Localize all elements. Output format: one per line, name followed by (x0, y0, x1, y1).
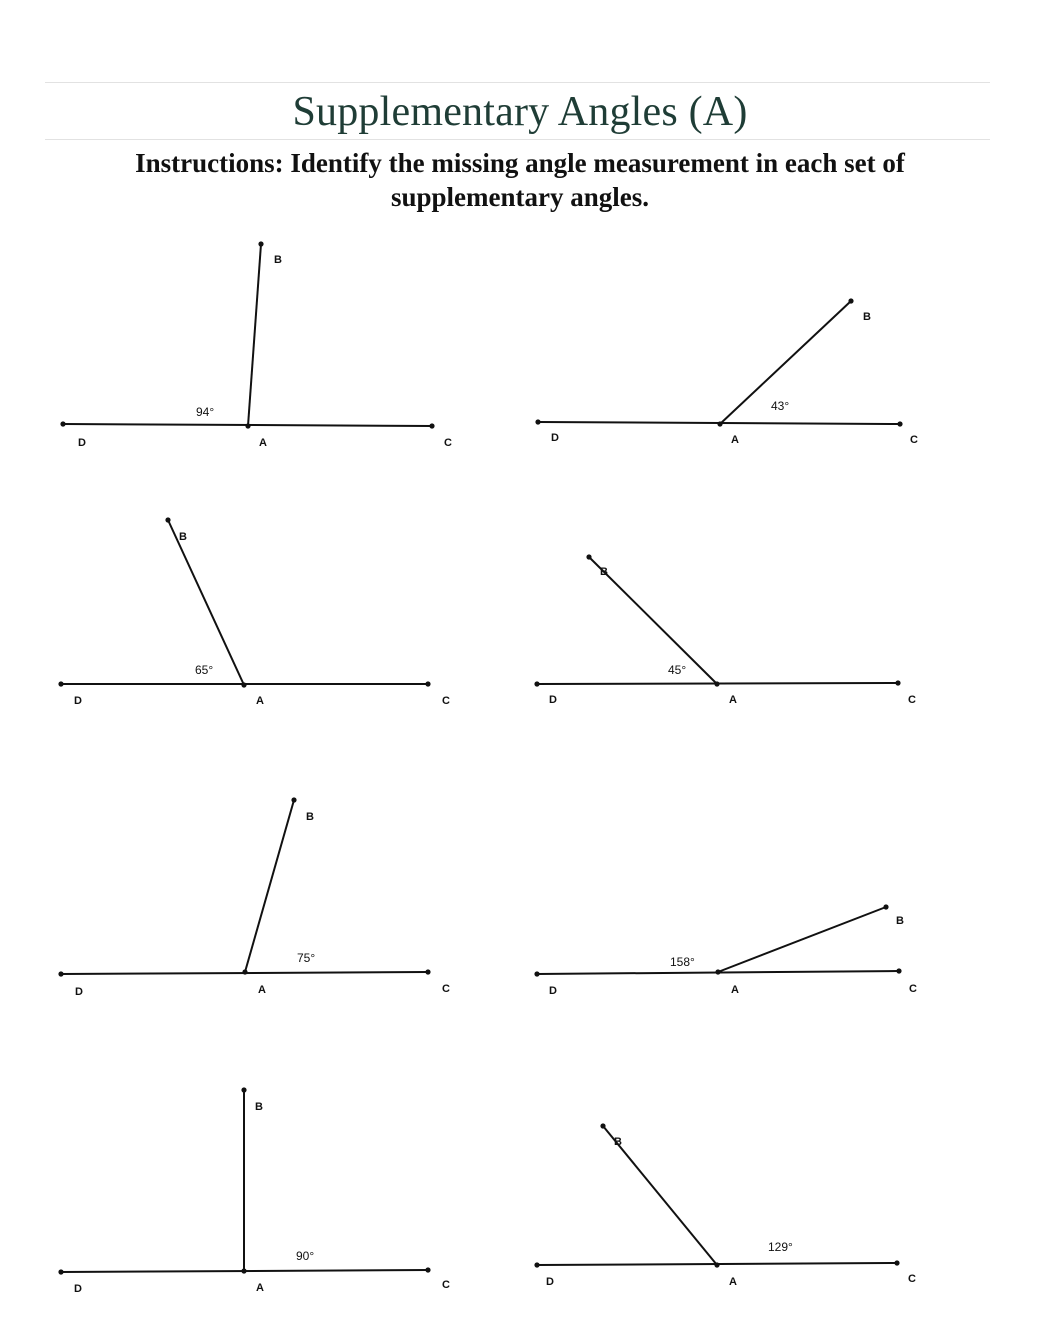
point-d-5 (58, 971, 63, 976)
label-b-6: B (896, 915, 904, 927)
label-b-7: B (255, 1101, 263, 1113)
angle-measure-4: 45° (668, 663, 687, 677)
ray-ab-3 (168, 520, 244, 685)
angle-measure-1: 94° (196, 405, 215, 419)
label-c-3: C (442, 695, 450, 707)
point-b-1 (258, 241, 263, 246)
point-d-4 (534, 681, 539, 686)
point-a-8 (714, 1262, 719, 1267)
point-b-2 (848, 298, 853, 303)
point-d-7 (58, 1269, 63, 1274)
point-a-6 (715, 969, 720, 974)
angle-measure-6: 158° (670, 955, 695, 969)
point-c-1 (429, 423, 434, 428)
ray-ab-5 (245, 800, 294, 972)
point-b-5 (291, 797, 296, 802)
label-d-3: D (74, 695, 82, 707)
label-c-8: C (908, 1273, 916, 1285)
point-d-2 (535, 419, 540, 424)
instructions-text: Instructions: Identify the missing angle measurement in each set of supplementary angles. (135, 148, 905, 212)
angle-measure-2: 43° (771, 399, 790, 413)
point-a-5 (242, 969, 247, 974)
label-d-4: D (549, 694, 557, 706)
label-d-7: D (74, 1283, 82, 1295)
point-a-7 (241, 1268, 246, 1273)
label-d-8: D (546, 1276, 554, 1288)
point-c-2 (897, 421, 902, 426)
label-d-1: D (78, 437, 86, 449)
label-a-8: A (729, 1276, 737, 1288)
label-c-1: C (444, 437, 452, 449)
label-a-6: A (731, 984, 739, 996)
point-d-8 (534, 1262, 539, 1267)
point-d-1 (60, 421, 65, 426)
label-b-1: B (274, 254, 282, 266)
label-c-4: C (908, 694, 916, 706)
point-c-4 (895, 680, 900, 685)
point-b-4 (586, 554, 591, 559)
point-c-3 (425, 681, 430, 686)
ray-ab-6 (718, 907, 886, 972)
point-b-3 (165, 517, 170, 522)
point-d-3 (58, 681, 63, 686)
label-b-4: B (600, 566, 608, 578)
point-d-6 (534, 971, 539, 976)
point-b-8 (600, 1123, 605, 1128)
label-b-8: B (614, 1136, 622, 1148)
label-d-5: D (75, 986, 83, 998)
point-c-8 (894, 1260, 899, 1265)
angle-measure-5: 75° (297, 951, 316, 965)
label-d-6: D (549, 985, 557, 997)
point-a-2 (717, 421, 722, 426)
ray-ab-4 (589, 557, 717, 684)
label-d-2: D (551, 432, 559, 444)
label-a-1: A (259, 437, 267, 449)
page-title: Supplementary Angles (A) (292, 89, 748, 135)
label-c-2: C (910, 434, 918, 446)
label-a-3: A (256, 695, 264, 707)
ray-ab-1 (248, 244, 261, 426)
point-c-7 (425, 1267, 430, 1272)
angle-measure-7: 90° (296, 1249, 315, 1263)
point-b-7 (241, 1087, 246, 1092)
angle-measure-8: 129° (768, 1240, 793, 1254)
angle-measure-3: 65° (195, 663, 214, 677)
point-c-6 (896, 968, 901, 973)
label-a-7: A (256, 1282, 264, 1294)
point-b-6 (883, 904, 888, 909)
label-a-2: A (731, 434, 739, 446)
label-c-7: C (442, 1279, 450, 1291)
point-c-5 (425, 969, 430, 974)
label-b-3: B (179, 531, 187, 543)
label-a-4: A (729, 694, 737, 706)
point-a-3 (241, 682, 246, 687)
label-c-6: C (909, 983, 917, 995)
label-a-5: A (258, 984, 266, 996)
label-b-5: B (306, 811, 314, 823)
point-a-1 (245, 423, 250, 428)
label-b-2: B (863, 311, 871, 323)
point-a-4 (714, 681, 719, 686)
label-c-5: C (442, 983, 450, 995)
